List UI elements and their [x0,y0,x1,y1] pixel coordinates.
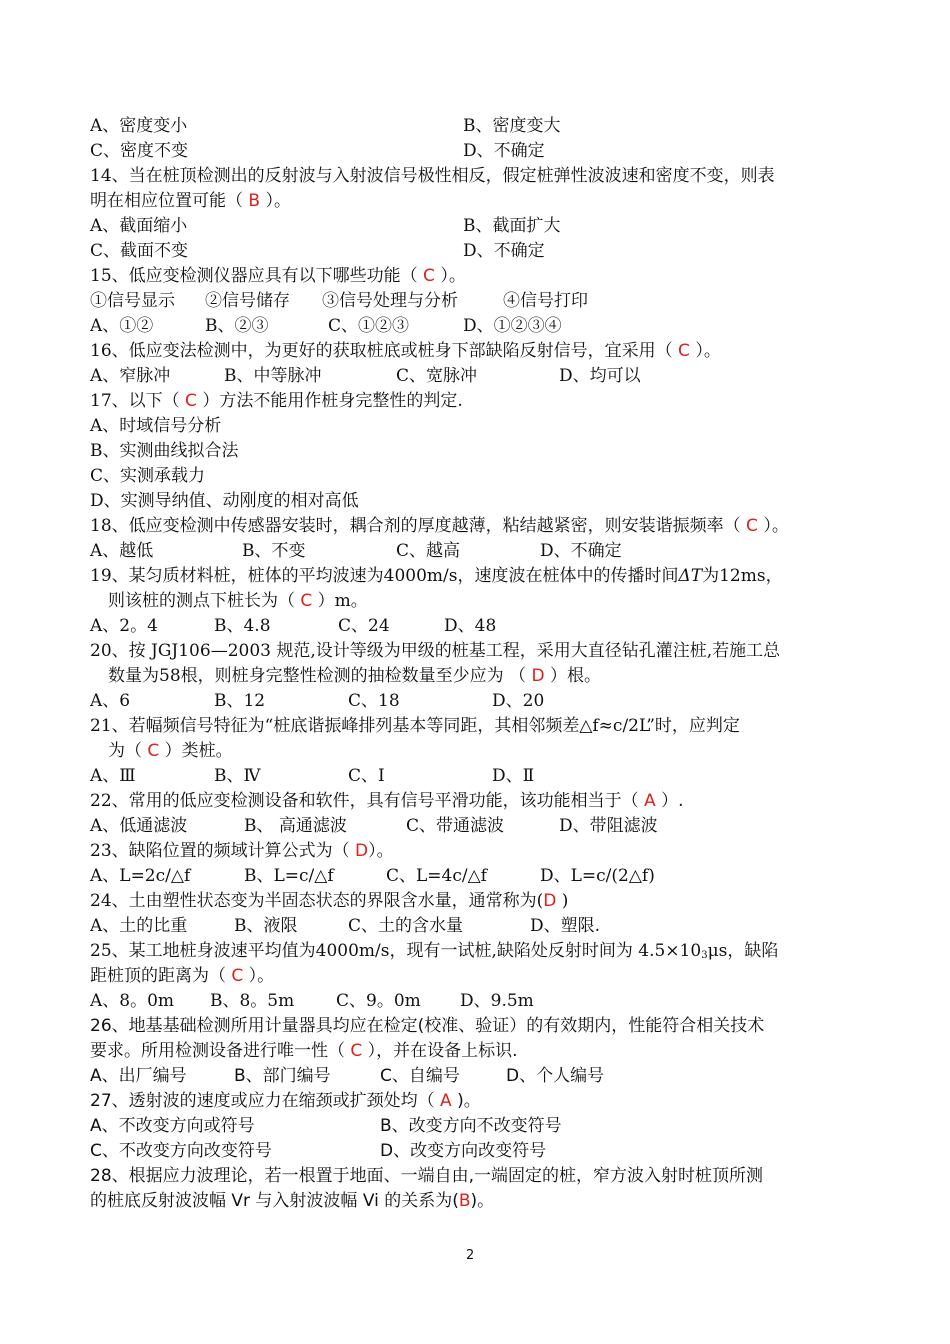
q24-option-a: A、土的比重 [90,916,188,936]
q20-stem-line-1: 20、按 JGJ106—2003 规范,设计等级为甲级的桩基工程，采用大直径钻孔灌注桩,若施工总 [90,641,781,661]
q23-stem-end: ）。 [368,841,394,861]
q15-stem-end: ）。 [434,266,466,286]
q23-option-d: D、L=c/(2△f) [540,866,655,886]
q23-options [90,864,655,888]
q22-stem-text: 22、常用的低应变检测设备和软件，具有信号平滑功能，该功能相当于（ [90,791,645,811]
q25-option-c: C、9。0m [336,991,421,1011]
q14-stem-line-1: 14、当在桩顶检测出的反射波与入射波信号极性相反，假定桩弹性波波速和密度不变，则表 [90,166,775,186]
q14-option-b: B、截面扩大 [463,216,561,236]
q19-stem-text: 19、某匀质材料桩，桩体的平均波速为4000m/s，速度波在桩体中的传播时间 [90,566,679,586]
q13-option-b: B、密度变大 [463,116,561,136]
q18-option-d: D、不确定 [540,541,622,561]
q17-stem [90,389,463,413]
q17-option-c: C、实测承载力 [90,466,206,486]
q22-option-c: C、带通滤波 [406,816,505,836]
q25-option-a: A、8。0m [90,991,175,1011]
q20-stem-end: ）根。 [544,666,601,686]
q13-options-row-2 [90,139,545,163]
q13-option-d: D、不确定 [463,141,545,161]
q20-stem-text: 数量为58根，则桩身完整性检测的抽检数量至少应为 （ [108,666,532,686]
q22-option-a: A、低通滤波 [90,816,188,836]
q18-option-c: C、越高 [396,541,461,561]
q28-stem-line-2 [90,1189,494,1213]
q17-stem-end: ）方法不能用作桩身完整性的判定. [196,391,463,411]
q24-option-c: C、土的含水量 [348,916,464,936]
q26-option-d: D、个人编号 [506,1066,605,1086]
q22-stem-end: ）. [655,791,684,811]
q26-answer: C [350,1041,363,1061]
q23-option-c: C、L=4c/△f [386,866,487,886]
q16-stem [90,339,721,363]
q21-stem-line-2 [108,739,233,763]
q19-option-d: D、48 [444,616,497,636]
q17-option-a: A、时域信号分析 [90,416,222,436]
q15-option-b: B、②③ [205,316,269,336]
q25-stem-text: 25、某工地桩身波速平均值为4000m/s，现有一试桩,缺陷处反射时间为 4.5×10 [90,941,702,961]
q15-item-3: ③信号处理与分析 [322,291,458,311]
q27-option-b: B、改变方向不改变符号 [380,1116,562,1136]
q14-stem-end: ）。 [260,191,291,211]
q16-option-b: B、中等脉冲 [224,366,322,386]
q19-delta-t: ΔT [678,566,703,586]
q18-option-b: B、不变 [242,541,306,561]
q20-stem-line-2 [108,664,601,688]
q26-stem-end: ），并在设备上标识. [362,1041,518,1061]
q23-stem [90,839,394,863]
q19-stem-text-2: 为12ms， [702,566,783,586]
q17-option-b: B、实测曲线拟合法 [90,441,239,461]
q18-stem-end: ）。 [757,516,789,536]
q26-option-a: A、出厂编号 [90,1066,187,1086]
q26-stem-line-2 [90,1039,518,1063]
q22-option-d: D、带阻滤波 [559,816,658,836]
q15-stem-text: 15、低应变检测仪器应具有以下哪些功能（ [90,266,424,286]
q18-options [90,539,622,563]
q25-answer: C [231,966,244,986]
q19-answer: C [300,591,313,611]
q24-option-b: B、液限 [234,916,298,936]
q14-stem-line-2 [90,189,291,213]
q23-answer: D [355,841,369,861]
q17-option-d: D、实测导纳值、动刚度的相对高低 [90,491,359,511]
q20-option-b: B、12 [214,691,266,711]
q27-stem [90,1089,481,1113]
q18-stem [90,514,789,538]
q15-item-1: ①信号显示 [90,291,175,311]
q22-stem [90,789,684,813]
q18-stem-text: 18、低应变检测中传感器安装时，耦合剂的厚度越薄，粘结越紧密，则安装谐振频率（ [90,516,747,536]
q20-options [90,689,545,713]
q27-options-row-1 [90,1114,562,1138]
q24-stem-text: 24、土由塑性状态变为半固态状态的界限含水量，通常称为( [90,891,544,911]
q16-stem-end: ）。 [689,341,721,361]
q14-option-c: C、截面不变 [90,241,189,261]
q15-answer: C [423,266,435,286]
q21-option-d: D、Ⅱ [492,766,535,786]
q24-stem [90,889,568,913]
q19-stem-line-1 [90,564,783,588]
q27-option-c: C、不改变方向改变符号 [90,1141,272,1161]
q14-option-d: D、不确定 [463,241,545,261]
q28-stem-line-1: 28、根据应力波理论，若一根置于地面、一端自由,一端固定的桩，窄方波入射时桩顶所测 [90,1166,764,1186]
q27-options-row-2 [90,1139,547,1163]
q13-options-row-1 [90,114,561,138]
q24-option-d: D、塑限. [530,916,601,936]
q21-option-b: B、Ⅳ [214,766,261,786]
q23-stem-text: 23、缺陷位置的频域计算公式为（ [90,841,356,861]
q13-option-a: A、密度变小 [90,116,188,136]
q16-option-d: D、均可以 [559,366,641,386]
q25-option-d: D、9.5m [460,991,534,1011]
q25-stem-line-2 [90,964,274,988]
q14-options-row-1 [90,214,561,238]
q28-answer: B [458,1191,471,1211]
q19-stem-line-2 [108,589,368,613]
q25-stem-text-2: μs，缺陷 [707,941,779,961]
q19-options [90,614,497,638]
q26-options [90,1064,605,1088]
q21-stem-end: ）类桩。 [159,741,233,761]
q15-item-2: ②信号储存 [205,291,290,311]
q22-answer: A [644,791,656,811]
q16-stem-text: 16、低应变法检测中，为更好的获取桩底或桩身下部缺陷反射信号，宜采用（ [90,341,679,361]
page-number: 2 [466,1248,475,1263]
q27-stem-text: 27、透射波的速度或应力在缩颈或扩颈处均（ [90,1091,441,1111]
q20-option-a: A、6 [90,691,131,711]
q28-stem-text: 的桩底反射波波幅 Vr 与入射波波幅 Vi 的关系为( [90,1191,459,1211]
q15-options [90,314,562,338]
q15-item-4: ④信号打印 [503,291,588,311]
q18-option-a: A、越低 [90,541,154,561]
q16-option-a: A、窄脉冲 [90,366,171,386]
q25-options [90,989,534,1013]
q18-answer: C [746,516,758,536]
q24-answer: D [543,891,557,911]
q23-option-b: B、L=c/△f [244,866,334,886]
q21-stem-line-1: 21、若幅频信号特征为“桩底谐振峰排列基本等同距，其相邻频差△f≈c/2L”时，应判定 [90,716,740,736]
q27-stem-end: )。 [451,1091,481,1111]
q19-stem-end: ）m。 [312,591,368,611]
q25-option-b: B、8。5m [210,991,295,1011]
q25-stem-text-3: 距桩顶的距离为（ [90,966,232,986]
q13-option-c: C、密度不变 [90,141,189,161]
q16-options [90,364,641,388]
q15-option-a: A、①② [90,316,154,336]
q21-option-c: C、Ⅰ [348,766,385,786]
q26-option-b: B、部门编号 [234,1066,331,1086]
q20-answer: D [531,666,545,686]
q19-stem-text-3: 则该桩的测点下桩长为（ [108,591,301,611]
q26-option-c: C、自编号 [380,1066,460,1086]
q25-exponent: 3 [701,950,708,961]
q23-option-a: A、L=2c/△f [90,866,191,886]
q19-option-a: A、2。4 [90,616,158,636]
q24-options [90,914,601,938]
q21-stem-text: 为（ [108,741,148,761]
q14-answer: B [248,191,261,211]
q15-option-d: D、①②③④ [463,316,562,336]
q14-options-row-2 [90,239,545,263]
q27-option-d: D、改变方向改变符号 [380,1141,547,1161]
q21-answer: C [147,741,160,761]
q22-options [90,814,658,838]
q15-stem [90,264,466,288]
q21-options [90,764,535,788]
q26-stem-line-1: 26、地基基础检测所用计量器具均应在检定(校准、验证）的有效期内，性能符合相关技术 [90,1016,765,1036]
q22-option-b: B、 高通滤波 [244,816,347,836]
q25-stem-end: ）。 [243,966,275,986]
q24-stem-end: ) [556,891,569,911]
q16-answer: C [678,341,690,361]
q20-option-c: C、18 [348,691,400,711]
q20-option-d: D、20 [492,691,545,711]
q17-stem-text: 17、以下（ [90,391,186,411]
q28-stem-end: )。 [470,1191,495,1211]
q27-answer: A [440,1091,452,1111]
q16-option-c: C、宽脉冲 [396,366,478,386]
q15-function-list [90,289,588,313]
q27-option-a: A、不改变方向或符号 [90,1116,255,1136]
q17-answer: C [185,391,197,411]
q21-option-a: A、Ⅲ [90,766,136,786]
q19-option-b: B、4.8 [214,616,271,636]
q15-option-c: C、①②③ [328,316,410,336]
q14-stem-text: 明在相应位置可能（ [90,191,249,211]
q26-stem-text: 要求。所用检测设备进行唯一性（ [90,1041,351,1061]
q14-option-a: A、截面缩小 [90,216,188,236]
q19-option-c: C、24 [338,616,390,636]
